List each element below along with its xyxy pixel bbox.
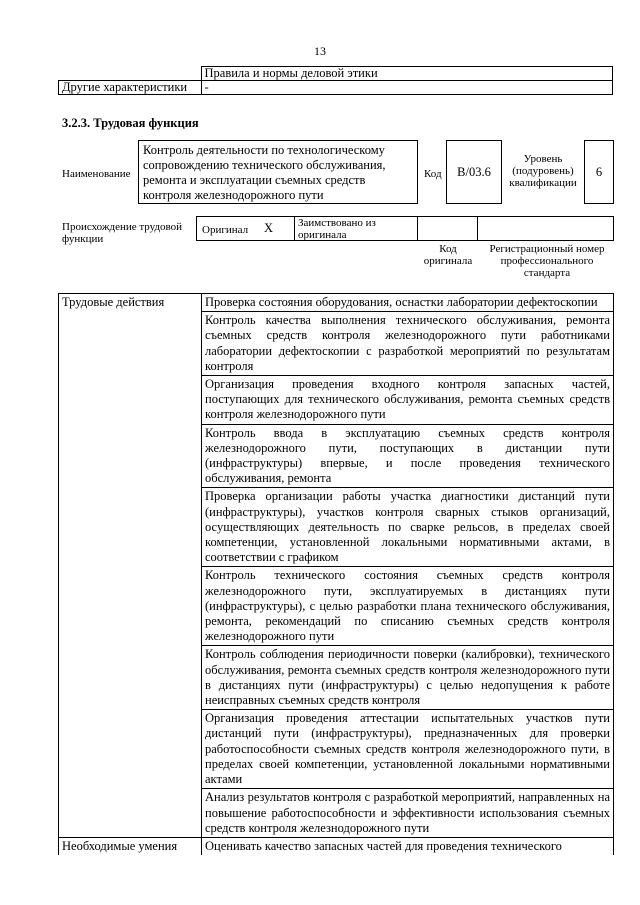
borrowed-label: Заимствовано из оригинала	[298, 217, 376, 241]
row-value: Правила и нормы деловой этики	[201, 67, 613, 81]
origin-divider	[417, 216, 418, 241]
action-item: Контроль ввода в эксплуатацию съемных средств контроля железнодорожного пути, поступающих в дистанции пути (инфраструктуры) впервые, и после проведения технического обслуживания, ремонта	[202, 424, 614, 488]
code-value-box	[446, 140, 502, 204]
action-item: Контроль качества выполнения технического обслуживания, ремонта съемных средств контроля железнодорожного пути работниками лаборатории дефектоскопии с разработкой мероприятий по результатам контроля	[202, 312, 614, 376]
level-value-box	[584, 140, 614, 204]
page-number: 13	[314, 44, 326, 58]
action-item: Проверка состояния оборудования, оснастки лаборатории дефектоскопии	[202, 294, 614, 312]
code-label: Код	[424, 168, 442, 180]
characteristics-table	[58, 66, 613, 95]
skills-label: Необходимые умения	[59, 837, 202, 855]
skill-item: Оценивать качество запасных частей для проведения технического	[202, 837, 614, 855]
action-item: Организация проведения аттестации испытательных участков пути дистанций пути (инфраструктуры), предназначенных для проверки работоспособности съемных средств контроля железнодорожного пути, в пределах своей компетенции, установленной локальными нормативными актами	[202, 710, 614, 789]
action-item: Организация проведения входного контроля запасных частей, поступающих для технического обслуживания, ремонта съемных средств контроля железнодорожного пути	[202, 376, 614, 425]
action-item: Контроль соблюдения периодичности поверки (калибровки), технического обслуживания, ремонта съемных средств контроля железнодорожного пути в дистанциях пути (инфраструктуры) с целью недопущения к работе неисправных съемных средств контроля	[202, 646, 614, 710]
table-row	[59, 81, 613, 95]
origin-divider	[294, 216, 295, 241]
function-name-box	[138, 140, 418, 204]
actions-label: Трудовые действия	[59, 294, 202, 838]
origin-label: Происхождение трудовой функции	[62, 221, 183, 245]
code-original-caption: Код оригинала	[423, 243, 473, 267]
original-label: Оригинал	[202, 224, 249, 236]
original-mark: X	[264, 221, 274, 235]
row-value: -	[201, 81, 613, 95]
section-title: 3.2.3. Трудовая функция	[62, 116, 199, 130]
action-item: Анализ результатов контроля с разработкой мероприятий, направленных на повышение работоспособности и эффективности использования съемных средств контроля железнодорожного пути	[202, 789, 614, 838]
row-label: Другие характеристики	[59, 81, 202, 95]
function-name-text: Контроль деятельности по технологическому сопровождению технического обслуживания, ремонта и эксплуатации съемных средств контроля железнодорожного пути	[143, 143, 386, 202]
level-value: 6	[595, 165, 603, 179]
action-item: Проверка организации работы участка диагностики дистанций пути (инфраструктуры), участков контроля сварных стыков организаций, осуществляющих деятельность по сварке рельсов, в пределах своей компетенции, установленной локальными нормативными актами, в соответствии с графиком	[202, 488, 614, 567]
reg-number-caption: Регистрационный номер профессионального стандарта	[489, 243, 605, 279]
action-item: Контроль технического состояния съемных средств контроля железнодорожного пути, эксплуатируемых в дистанциях пути (инфраструктуры), с целью разработки плана технического обслуживания, ремонта, рекомендаций по списанию съемных средств контроля железнодорожного пути	[202, 567, 614, 646]
table-row	[59, 294, 614, 312]
code-value: В/03.6	[457, 165, 491, 179]
table-row	[59, 837, 614, 855]
origin-divider	[477, 216, 478, 241]
level-label: Уровень (подуровень) квалификации	[509, 153, 577, 189]
row-label	[59, 67, 202, 81]
table-row	[59, 67, 613, 81]
labor-actions-table	[58, 293, 614, 855]
name-label: Наименование	[62, 168, 131, 180]
